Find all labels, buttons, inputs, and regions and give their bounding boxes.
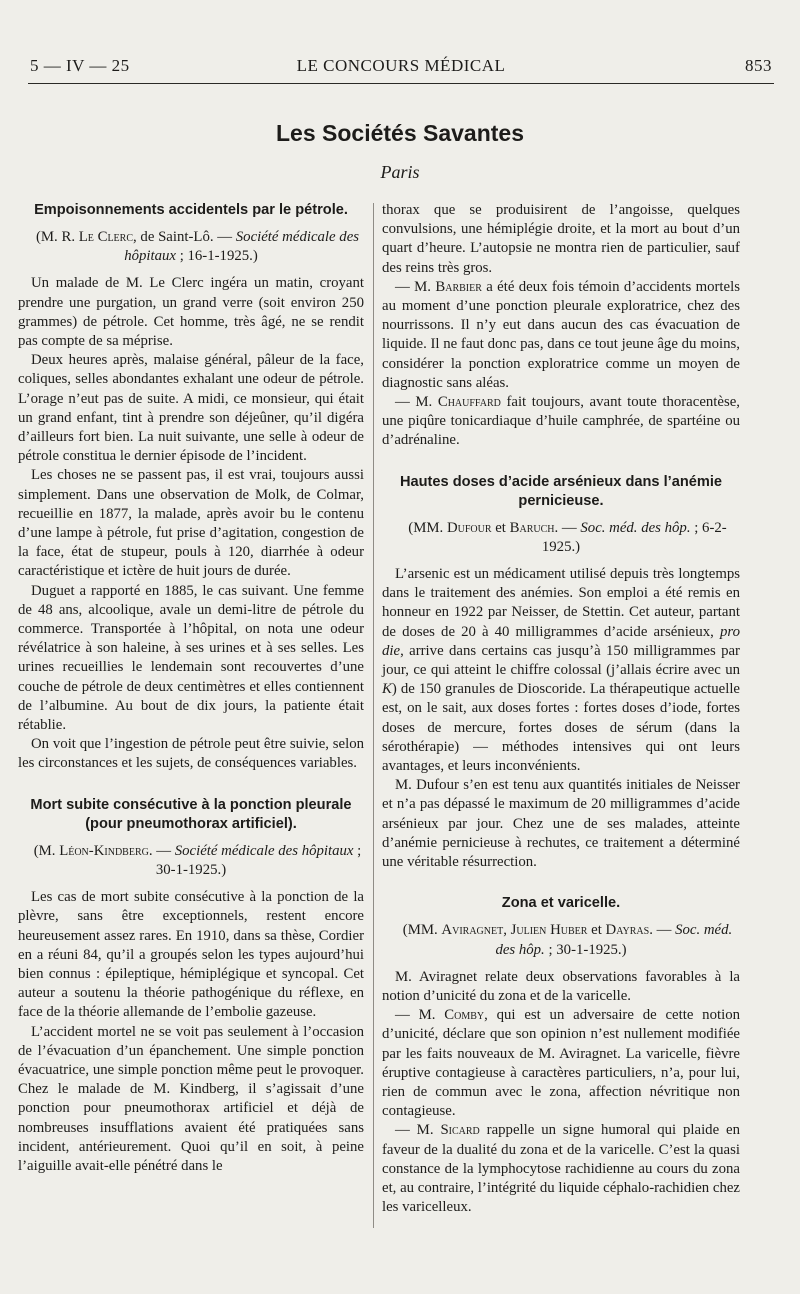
section-heading-mort-subite: Mort subite consécutive à la ponction pleurale (pour pneumothorax artificiel). xyxy=(30,796,352,832)
ref-date: ; 30-1-1925.) xyxy=(155,842,362,878)
paragraph-comby xyxy=(382,1006,740,1121)
right-column xyxy=(382,201,740,1217)
section-heading-arsenic: Hautes doses d’acide arsénieux dans l’anémie pernicieuse. xyxy=(399,473,722,509)
ref-author: Julien Huber xyxy=(510,922,588,939)
speaker-prefix: — M. xyxy=(395,1007,445,1024)
paragraph: Deux heures après, malaise général, pâleur de la face, coliques, selles abondantes exhalant une odeur de pétrole. L’orage n’eut pas de suite. A midi, ce monsieur, qui était un grand enfant, tint à prendre son déjeûner, qu’il digéra d’ailleurs fort bien. La nuit suivante, une selle à odeur de pétrole constitua le dernier épisode de l’incident. xyxy=(18,352,364,465)
page-title: Les Sociétés Savantes xyxy=(275,120,525,146)
text-run: , arrive dans certains cas jusqu’à 150 milligrammes par jour, ce qui atteint le chiffre colossal (j’allais écrire avec un xyxy=(382,642,740,679)
ref-date: ; 16-1-1925.) xyxy=(176,248,258,265)
ref-separator: , xyxy=(503,922,511,939)
ref-prefix: (MM. xyxy=(408,519,447,536)
ref-mid: . — xyxy=(649,922,676,939)
speaker-text: rappelle un signe humoral qui plaide en faveur de la dualité du zona et de la varicelle. C’est la quasi constance de la lymphocytose rachidienne au cours du zona et, au contraire, l’intégrité du liquide céphalo-rachidien chez les varicelleux. xyxy=(382,1122,740,1216)
ref-author: Le Clerc xyxy=(78,229,134,245)
section-heading-petrole: Empoisonnements accidentels par le pétrole. xyxy=(34,202,348,218)
ref-author: Aviragnet xyxy=(441,922,504,939)
paragraph-continued: thorax que se produisirent de l’angoisse, quelques convulsions, une hémiplégie droite, et la mort au bout d’un quart d’heure. L’autopsie ne montra rien de particulier, sauf des reins très gros. xyxy=(382,202,740,276)
speaker-name: Comby xyxy=(444,1007,485,1024)
speaker-text: , qui est un adversaire de cette notion d’unicité, déclare que son opinion n’est nullement modifiée par les faits nouveaux de M. Aviragnet. La varicelle, fièvre éruptive contagieuse à caractères particuliers, n’a, pour lui, rien de commun avec le zona, affection névritique non contagieuse. xyxy=(382,1007,741,1120)
ref-society: Soc. méd. des hôp. xyxy=(495,922,733,958)
ref-prefix: (M. R. xyxy=(35,229,79,245)
section-reference-zona xyxy=(382,921,740,959)
paragraph: Les choses ne se passent pas, il est vrai, toujours aussi simplement. Dans une observation de Molk, de Colmar, recueillie en 1877, la malade, après avoir bu le contenu d’une lampe à pétrole, fut prise d’agitation, congestion de la face, état de stupeur, pouls à 120, diarrhée à odeur caractéristique et ictère de huit jours de durée. xyxy=(18,467,364,580)
paragraph: Les cas de mort subite consécutive à la ponction de la plèvre, sans être exceptionnels, restent encore heureusement assez rares. En 1910, dans sa thèse, Cordier en a réuni 84, qu’il a groupés selon les types aujourd’hui bien connus : épileptique, hémiplégique et syncopal. Cet auteur a soutenu la théorie pathogénique du réflexe, en face de la théorie allemande de l’embolie gazeuse. xyxy=(18,889,364,1021)
ref-author: Dufour xyxy=(446,519,492,536)
ref-author: Léon-Kindberg xyxy=(59,842,149,859)
speaker-prefix: — M. xyxy=(395,1122,441,1139)
ref-mid: , de Saint-Lô. — xyxy=(133,229,236,245)
speaker-text: a été deux fois témoin d’accidents mortels au moment d’une ponction pleurale exploratrice, chez des nourrissons. Il n’y eut dans aucun des cas évacuation de liquide. Il ne faut donc pas, dans ce tout jeune âge du moins, considérer la ponction exploratrice comme un moyen de diagnostic sans aléas. xyxy=(382,278,740,391)
text-run-italic: pro die xyxy=(382,623,740,659)
section-reference-mort-subite xyxy=(18,842,364,880)
header-rule xyxy=(28,83,774,84)
header-date: 5 — IV — 25 xyxy=(30,56,130,75)
speaker-name: Chauffard xyxy=(437,394,501,411)
paragraph: On voit que l’ingestion de pétrole peut être suivie, selon les circonstances et les sujets, de conséquences variables. xyxy=(18,736,364,772)
section-reference-arsenic xyxy=(382,519,740,557)
header-page-number: 853 xyxy=(745,56,772,75)
ref-date: ; 6-2-1925.) xyxy=(541,519,727,555)
paragraph-sicard xyxy=(382,1121,740,1217)
ref-prefix: (M. xyxy=(33,842,60,859)
ref-prefix: (MM. xyxy=(402,922,442,939)
paragraph xyxy=(382,565,740,776)
paragraph: M. Dufour s’en est tenu aux quantités initiales de Neisser et n’a pas dépassé le maximum de 20 milligrammes d’acide arsénieux par jour. Chez une de ses malades, atteinte d’anémie pernicieuse à rechutes, ce traitement a déterminé une véritable résurrection. xyxy=(382,777,740,871)
text-run-italic: K xyxy=(382,681,392,698)
paragraph: M. Aviragnet relate deux observations favorables à la notion d’unicité du zona et de la varicelle. xyxy=(382,968,740,1004)
paragraph: Duguet a rapporté en 1885, le cas suivant. Une femme de 48 ans, alcoolique, avale un demi-litre de pétrole du commerce. Transportée à l’hôpital, on nota une odeur révélatrice à son haleine, à ses urines et à ses selles. Les urines recueillies le lendemain sont recouvertes d’une couche de pétrole de deux centimètres et elles contiennent de l’albumine. Au bout de dix jours, la patiente était rétablie. xyxy=(18,582,364,734)
ref-author: Dayras xyxy=(605,922,650,939)
ref-society: Société médicale des hôpitaux xyxy=(174,842,354,859)
ref-and: et xyxy=(587,922,606,939)
text-run: L’arsenic est un médicament utilisé depuis très longtemps dans le traitement des anémies. Son emploi a été remis en honneur en 1922 par Neisser, de Stettin. Cet auteur, partant de doses de 20 à 40 milligrammes d’acide arsénieux, xyxy=(382,566,740,640)
paragraph: L’accident mortel ne se voit pas seulement à l’occasion de l’évacuation d’un épanchement. Une simple ponction évacuatrice, une simple ponction même peut le provoquer. Chez le malade de M. Kindberg, il s’agissait d’une ponction pour pneumothorax artificiel et déjà de nombreuses insufflations avaient été pratiquées sans incident, antérieurement. Quoi qu’il en soit, à peine l’aiguille avait-elle pénétré dans le xyxy=(18,1023,364,1174)
ref-date: ; 30-1-1925.) xyxy=(544,941,627,958)
section-heading-zona: Zona et varicelle. xyxy=(501,895,621,912)
column-divider xyxy=(373,203,374,1228)
ref-author: Baruch xyxy=(509,519,555,536)
ref-mid: . — xyxy=(148,842,175,859)
left-column xyxy=(18,201,364,1176)
speaker-name: Barbier xyxy=(435,278,482,295)
location-subtitle: Paris xyxy=(380,162,420,182)
paragraph-chauffard xyxy=(382,393,740,451)
ref-society: Société médicale des hôpitaux xyxy=(124,229,360,265)
paragraph: Un malade de M. Le Clerc ingéra un matin, croyant prendre une purgation, un grand verre (soit environ 250 grammes) de pétrole. Cet homme, très âgé, ne se rendit pas compte de sa méprise. xyxy=(18,275,364,350)
text-run: ) de 150 granules de Dioscoride. La thérapeutique actuelle est, on le sait, aux doses fortes : fortes doses d’iode, fortes doses de mercure, fortes doses de sérum (dans la sérothérapie) — méthodes intensives qui ont leurs avantages, et leurs inconvénients. xyxy=(382,681,740,775)
paragraph-barbier xyxy=(382,278,740,393)
running-header xyxy=(30,56,772,82)
ref-society: Soc. méd. des hôp. xyxy=(580,519,691,536)
section-reference-petrole xyxy=(18,228,364,266)
speaker-prefix: — M. xyxy=(395,394,438,411)
header-journal-title: LE CONCOURS MÉDICAL xyxy=(296,56,506,75)
speaker-prefix: — M. xyxy=(395,278,436,295)
speaker-text: fait toujours, avant toute thoracentèse, une piqûre tonicardiaque d’huile camphrée, de spartéine ou d’adrénaline. xyxy=(382,394,740,449)
ref-and: et xyxy=(491,519,510,536)
speaker-name: Sicard xyxy=(440,1122,480,1139)
ref-mid: . — xyxy=(554,519,581,536)
